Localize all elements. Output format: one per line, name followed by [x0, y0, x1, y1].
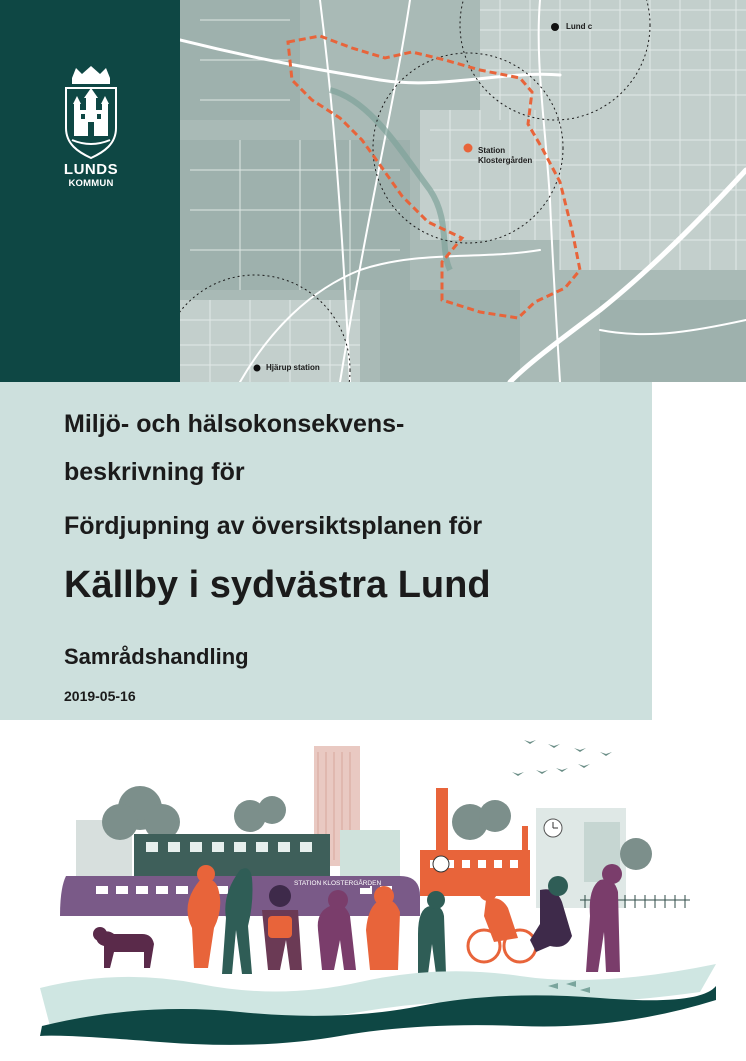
birds-icon — [512, 740, 612, 776]
lunds-kommun-logo — [58, 64, 124, 194]
logo-line-2: KOMMUN — [68, 178, 114, 189]
logo-wordmark — [58, 162, 124, 189]
title-line-3: Fördjupning av översiktsplanen för — [64, 512, 483, 540]
area-map — [180, 0, 746, 382]
title-line-1: Miljö- och hälsokonsekvens- — [64, 410, 405, 438]
community-illustration — [0, 730, 746, 1056]
sidebar-panel — [0, 0, 180, 382]
document-type: Samrådshandling — [64, 644, 249, 669]
main-title: Källby i sydvästra Lund — [64, 564, 491, 606]
document-date: 2019-05-16 — [64, 688, 136, 704]
logo-line-1: LUNDS — [63, 161, 119, 178]
map-graphic — [180, 0, 746, 382]
train-sign: STATION KLOSTERGÅRDEN — [294, 880, 382, 887]
map-label-klostergarden: Klostergården — [478, 156, 533, 165]
illustration-graphic — [0, 730, 746, 1056]
map-label-hjarup: Hjärup station — [266, 363, 320, 372]
coat-of-arms-icon — [58, 64, 124, 160]
map-label-lund-c: Lund c — [566, 22, 593, 31]
map-label-station: Station — [478, 146, 506, 155]
title-line-2: beskrivning för — [64, 458, 245, 486]
